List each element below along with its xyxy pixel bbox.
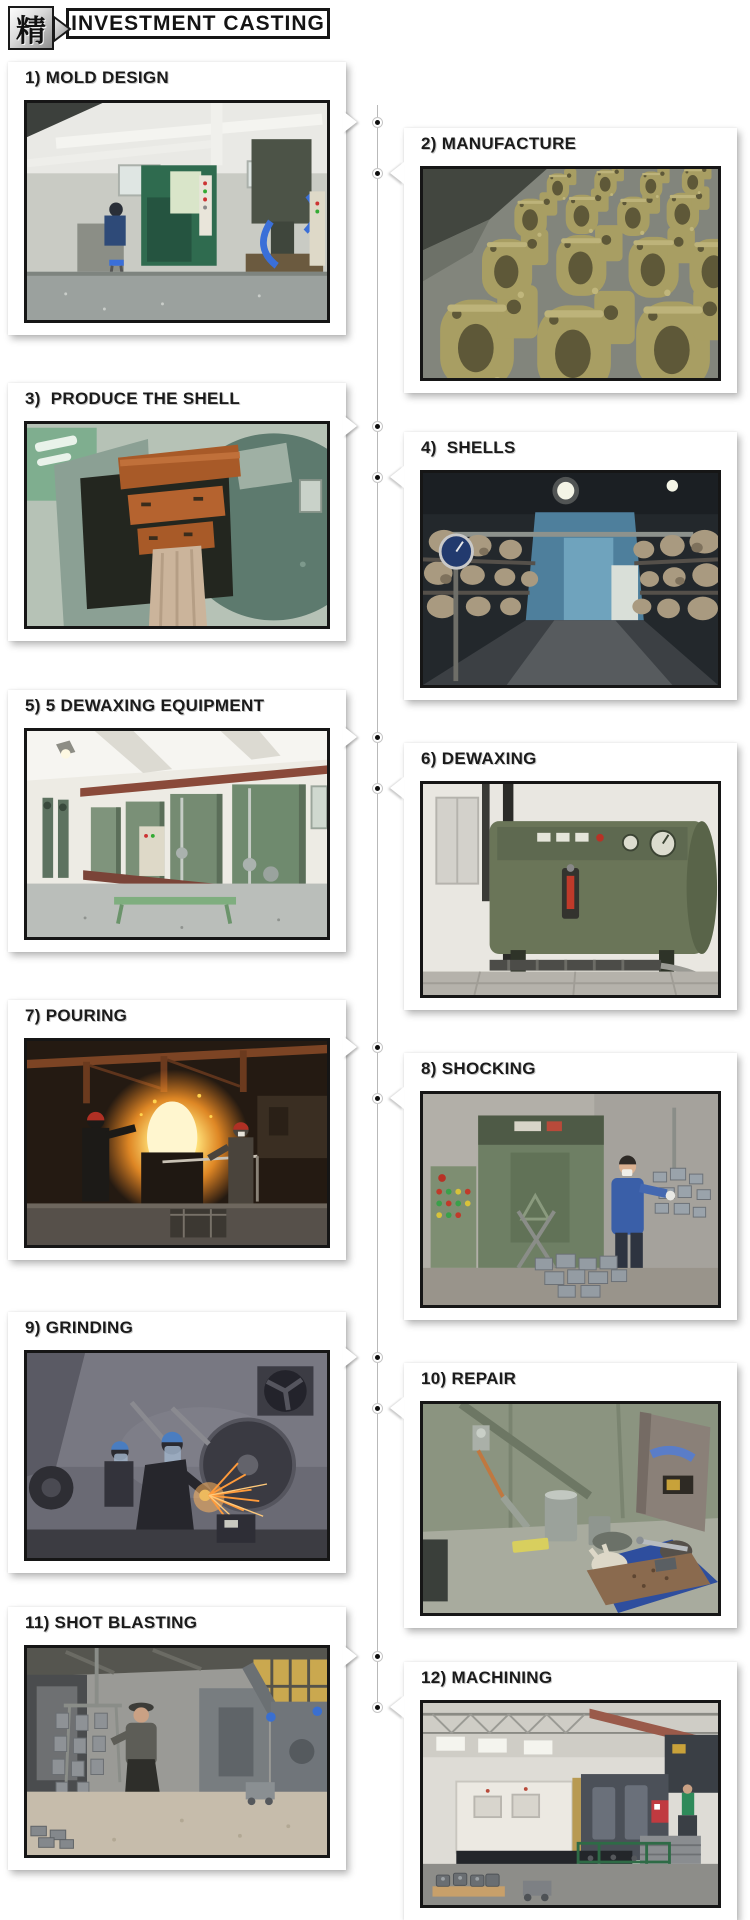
step-title: 8) SHOCKING [421,1059,536,1078]
photo-shell-machine [24,421,330,629]
step-card-10 [404,1363,737,1628]
step-card-3 [8,383,346,641]
flow-notch-left-icon [390,1087,404,1109]
photo-dewaxing-tanks [24,728,330,940]
step-card-4 [404,432,737,700]
flow-notch-left-icon [390,777,404,799]
connector-dot [375,1654,380,1659]
step-card-8 [404,1053,737,1320]
step-title: 9) GRINDING [25,1318,134,1337]
step-title: 12) MACHINING [421,1668,553,1687]
connector-dot [375,1096,380,1101]
step-card-2 [404,128,737,393]
flow-arrow-right-icon [343,415,357,437]
flow-notch-left-icon [390,466,404,488]
connector-dot [375,1045,380,1050]
step-title: 1) MOLD DESIGN [25,68,169,87]
photo-repair [420,1401,721,1616]
step-title: 4) SHELLS [421,438,516,457]
flow-arrow-right-icon [343,111,357,133]
photo-shell-racks [420,470,721,688]
step-card-1 [8,62,346,335]
logo-arrow-icon [53,14,75,44]
connector-dot [375,424,380,429]
step-card-5 [8,690,346,952]
flow-arrow-right-icon [343,1645,357,1667]
photo-mold-design [24,100,330,323]
step-card-9 [8,1312,346,1573]
photo-grinding [24,1350,330,1561]
connector-dot [375,1355,380,1360]
flow-notch-left-icon [390,1397,404,1419]
step-card-11 [8,1607,346,1870]
step-title: 2) MANUFACTURE [421,134,577,153]
step-title: 6) DEWAXING [421,749,537,768]
step-card-7 [8,1000,346,1260]
page-title: INVESTMENT CASTING [66,8,330,39]
connector-dot [375,120,380,125]
flow-notch-left-icon [390,1696,404,1718]
step-title: 3) PRODUCE THE SHELL [25,389,241,408]
brand-logo-character: 精 [16,15,46,48]
step-card-12 [404,1662,737,1920]
step-title: 11) SHOT BLASTING [25,1613,198,1632]
flow-arrow-right-icon [343,1346,357,1368]
photo-shocking [420,1091,721,1308]
flow-arrow-right-icon [343,1036,357,1058]
connector-dot [375,171,380,176]
step-title: 5) 5 DEWAXING EQUIPMENT [25,696,265,715]
step-title: 10) REPAIR [421,1369,517,1388]
photo-shot-blasting [24,1645,330,1858]
flow-notch-left-icon [390,162,404,184]
connector-dot [375,786,380,791]
brand-logo [8,6,54,50]
page-header [8,5,348,53]
photo-wax-patterns [420,166,721,381]
photo-dewaxing-autoclave [420,781,721,998]
photo-pouring [24,1038,330,1248]
step-card-6 [404,743,737,1010]
process-connector-line [377,105,378,1710]
connector-dot [375,475,380,480]
connector-dot [375,735,380,740]
flow-arrow-right-icon [343,726,357,748]
connector-dot [375,1406,380,1411]
photo-machining [420,1700,721,1908]
connector-dot [375,1705,380,1710]
step-title: 7) POURING [25,1006,128,1025]
